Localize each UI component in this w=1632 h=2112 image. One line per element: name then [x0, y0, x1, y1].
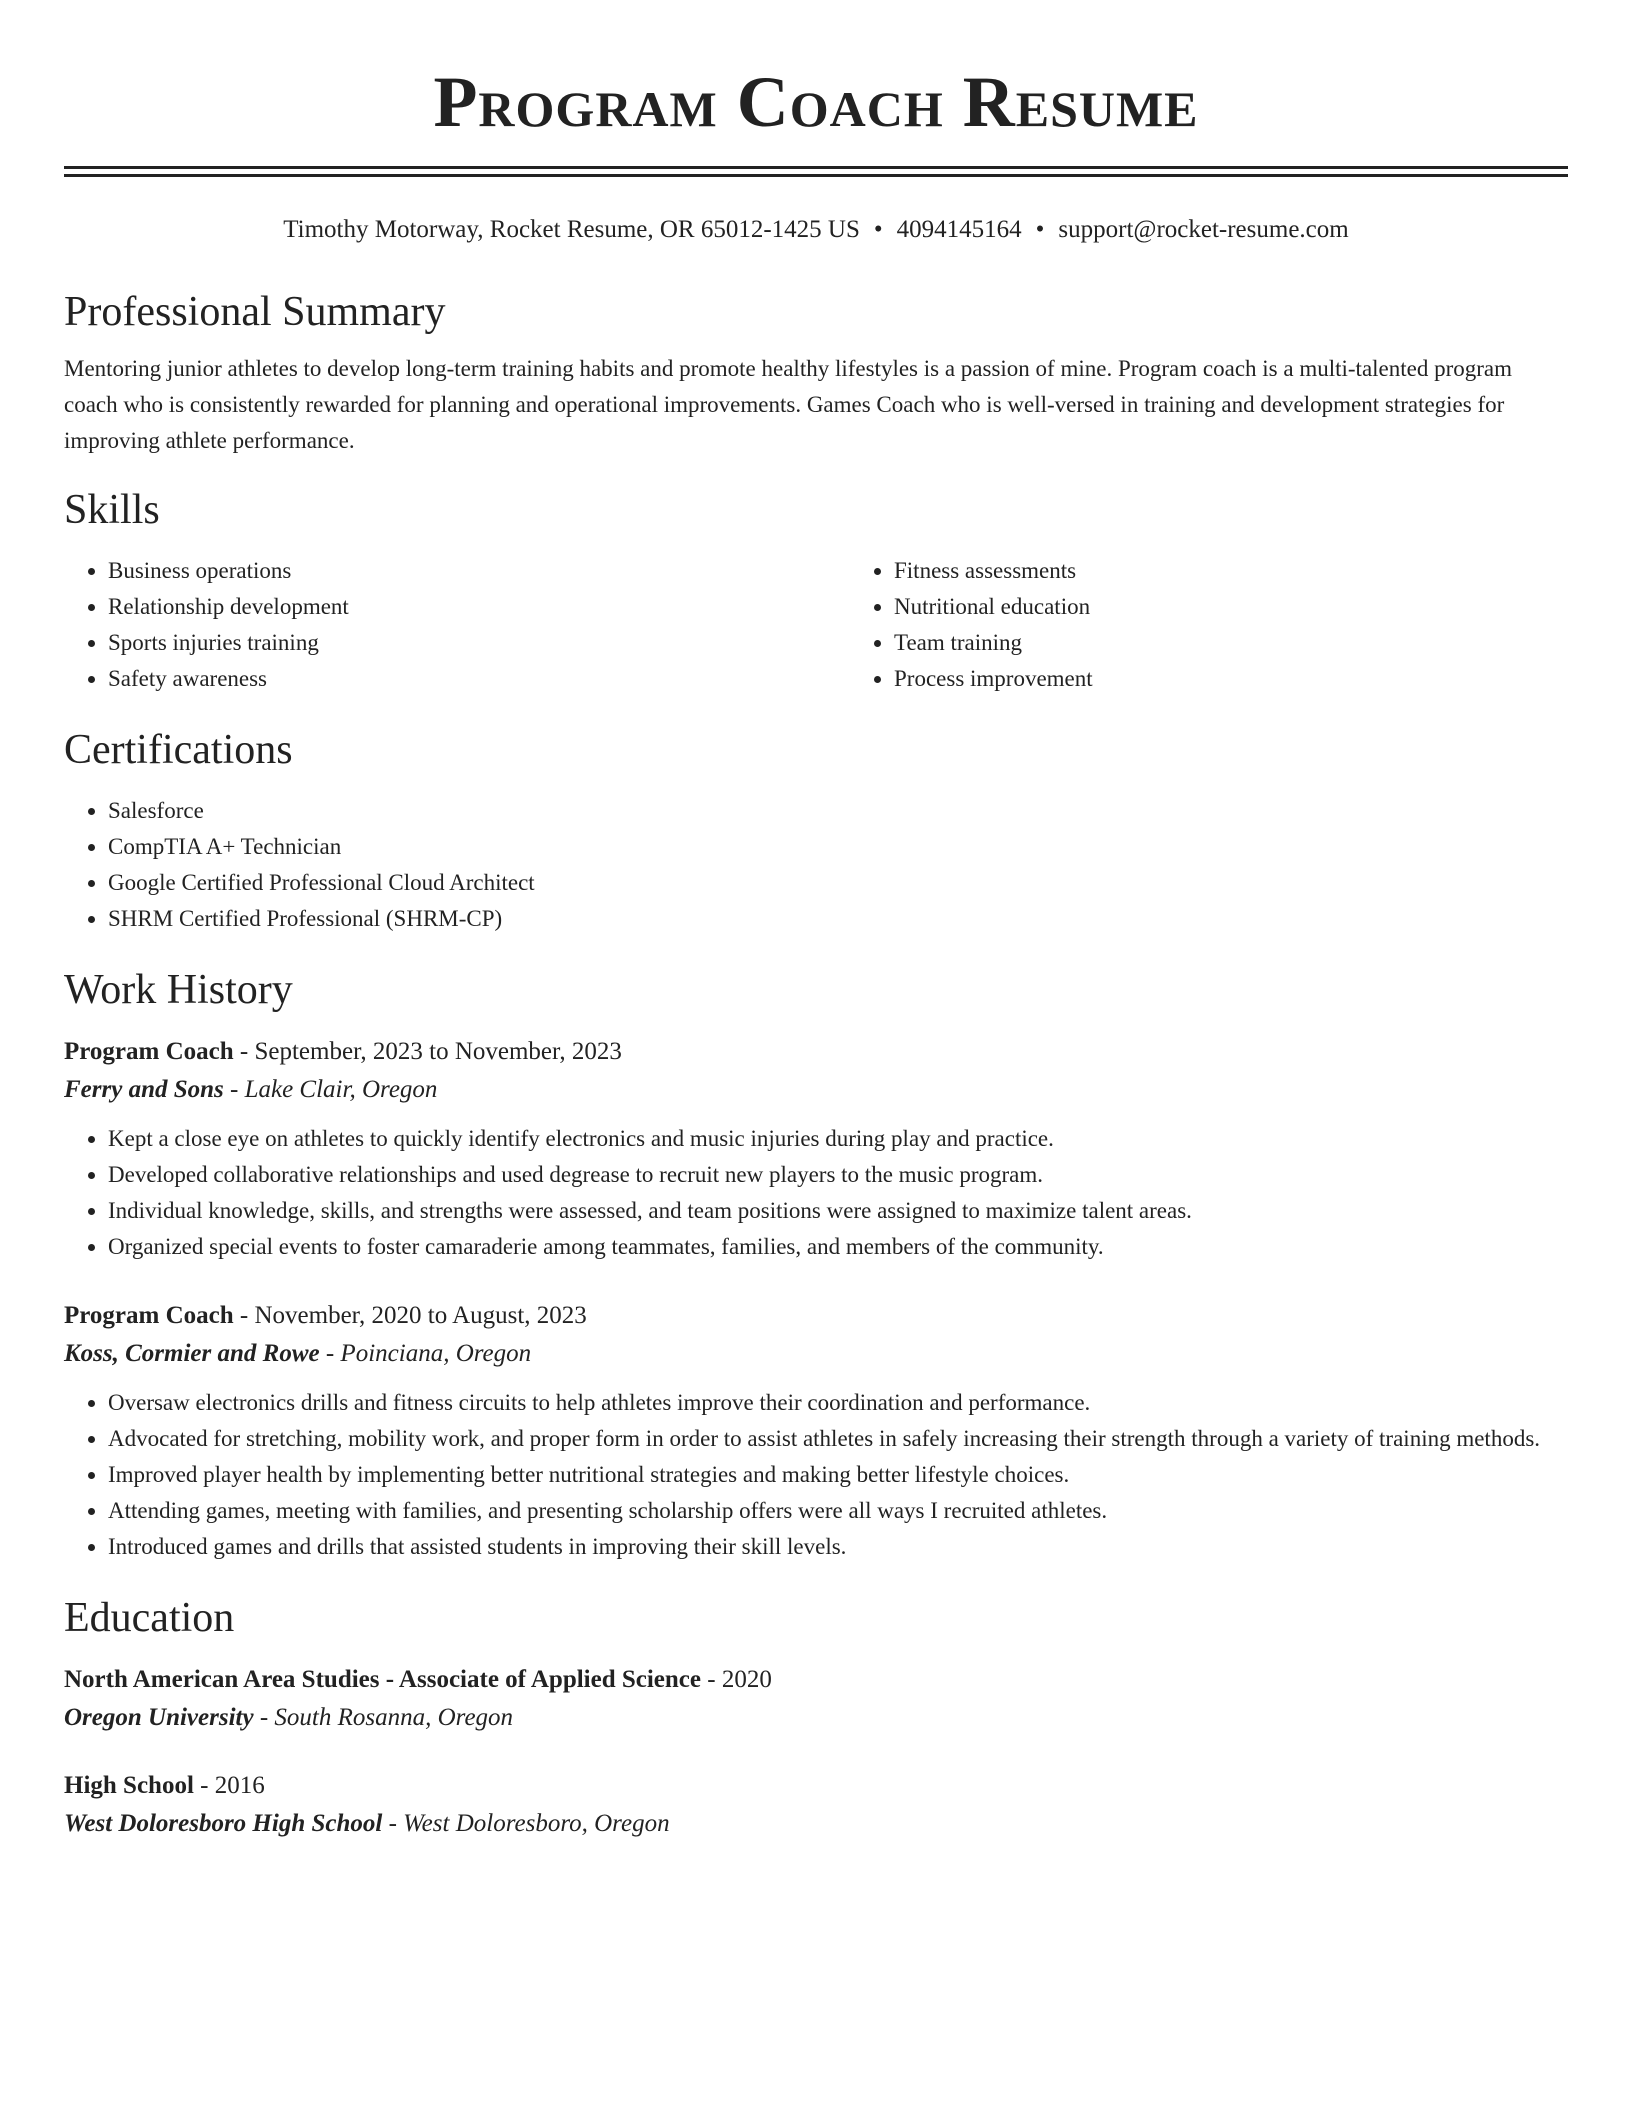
work-history-heading: Work History: [64, 967, 293, 1013]
job-company-line: [64, 1335, 1568, 1373]
contact-phone: 4094145164: [896, 216, 1022, 243]
education-degree: High School: [64, 1772, 194, 1799]
job-company: Koss, Cormier and Rowe: [64, 1340, 320, 1367]
job-bullet: • Oversaw electronics drills and fitness circuits to help athletes improve their coordination and performance.: [108, 1385, 1568, 1421]
job-title: Program Coach: [64, 1038, 234, 1065]
skill-item: • Process improvement: [894, 661, 1632, 697]
certification-item: • Google Certified Professional Cloud Architect: [108, 865, 1568, 901]
skills-list-left: [64, 553, 850, 697]
skill-item: • Sports injuries training: [108, 625, 850, 661]
contact-email: support@rocket-resume.com: [1058, 216, 1349, 243]
summary-text: Mentoring junior athletes to develop long-term training habits and promote healthy lifestyles is a passion of mine. Program coach is a multi-talented program coach who is consistently rewarded for planning and operational improvements. Games Coach who is well-versed in training and development strategies for improving athlete performance.: [64, 356, 1513, 453]
job-bullet: • Introduced games and drills that assisted students in improving their skill levels.: [108, 1529, 1568, 1565]
job-dates: - September, 2023 to November, 2023: [233, 1038, 622, 1065]
education-year: - 2016: [193, 1772, 265, 1799]
job-title-line: [64, 1297, 1568, 1335]
job-bullet: • Developed collaborative relationships and used degrease to recruit new players to the music program.: [108, 1157, 1568, 1193]
education-school: West Doloresboro High School: [64, 1810, 383, 1837]
contact-separator: •: [1035, 216, 1045, 243]
skill-item: • Fitness assessments: [894, 553, 1632, 589]
education-year: - 2020: [701, 1666, 772, 1693]
title-double-rule: [64, 166, 1568, 177]
certifications-heading: Certifications: [64, 727, 293, 773]
page-title: Program Coach Resume: [433, 62, 1199, 142]
job-bullet: • Organized special events to foster camaraderie among teammates, families, and members of the community.: [108, 1229, 1568, 1265]
education-degree: North American Area Studies - Associate of Applied Science: [64, 1666, 701, 1693]
education-school: Oregon University: [64, 1704, 254, 1731]
certifications-list: [64, 793, 1568, 937]
skills-grid: [64, 553, 1568, 697]
education-location: - West Doloresboro, Oregon: [382, 1810, 670, 1837]
job-bullets: [64, 1385, 1568, 1565]
education-school-line: [64, 1699, 1568, 1737]
job-company-line: [64, 1071, 1568, 1109]
job-bullet: • Kept a close eye on athletes to quickly identify electronics and music injuries during play and practice.: [108, 1121, 1568, 1157]
job-bullets: [64, 1121, 1568, 1265]
education-heading: Education: [64, 1595, 235, 1641]
job-bullet: • Advocated for stretching, mobility work, and proper form in order to assist athletes in safely increasing their strength through a variety of training methods.: [108, 1421, 1568, 1457]
job-company: Ferry and Sons: [64, 1076, 224, 1103]
job-location: - Lake Clair, Oregon: [223, 1076, 438, 1103]
job-title: Program Coach: [64, 1302, 234, 1329]
certification-item: • Salesforce: [108, 793, 1568, 829]
job-bullet: • Attending games, meeting with families, and presenting scholarship offers were all ways I recruited athletes.: [108, 1493, 1568, 1529]
skills-heading: Skills: [64, 487, 160, 533]
job-entry: [64, 1297, 1568, 1565]
education-degree-line: [64, 1661, 1568, 1699]
contact-address: Timothy Motorway, Rocket Resume, OR 65012-1425 US: [283, 216, 860, 243]
skill-item: • Team training: [894, 625, 1632, 661]
contact-line: [64, 215, 1568, 245]
education-school-line: [64, 1805, 1568, 1843]
job-entry: [64, 1033, 1568, 1265]
education-entry: [64, 1767, 1568, 1843]
skill-item: • Relationship development: [108, 589, 850, 625]
job-bullet: • Individual knowledge, skills, and strengths were assessed, and team positions were assigned to maximize talent areas.: [108, 1193, 1568, 1229]
certification-item: • CompTIA A+ Technician: [108, 829, 1568, 865]
summary-heading: Professional Summary: [64, 289, 446, 335]
job-dates: - November, 2020 to August, 2023: [233, 1302, 587, 1329]
education-degree-line: [64, 1767, 1568, 1805]
job-bullet: • Improved player health by implementing better nutritional strategies and making better lifestyle choices.: [108, 1457, 1568, 1493]
skill-item: • Safety awareness: [108, 661, 850, 697]
education-entry: [64, 1661, 1568, 1737]
education-location: - South Rosanna, Oregon: [253, 1704, 514, 1731]
contact-separator: •: [873, 216, 883, 243]
certification-item: • SHRM Certified Professional (SHRM-CP): [108, 901, 1568, 937]
skills-list-right: [850, 553, 1632, 697]
skill-item: • Nutritional education: [894, 589, 1632, 625]
skill-item: • Business operations: [108, 553, 850, 589]
job-title-line: [64, 1033, 1568, 1071]
job-location: - Poinciana, Oregon: [319, 1340, 532, 1367]
